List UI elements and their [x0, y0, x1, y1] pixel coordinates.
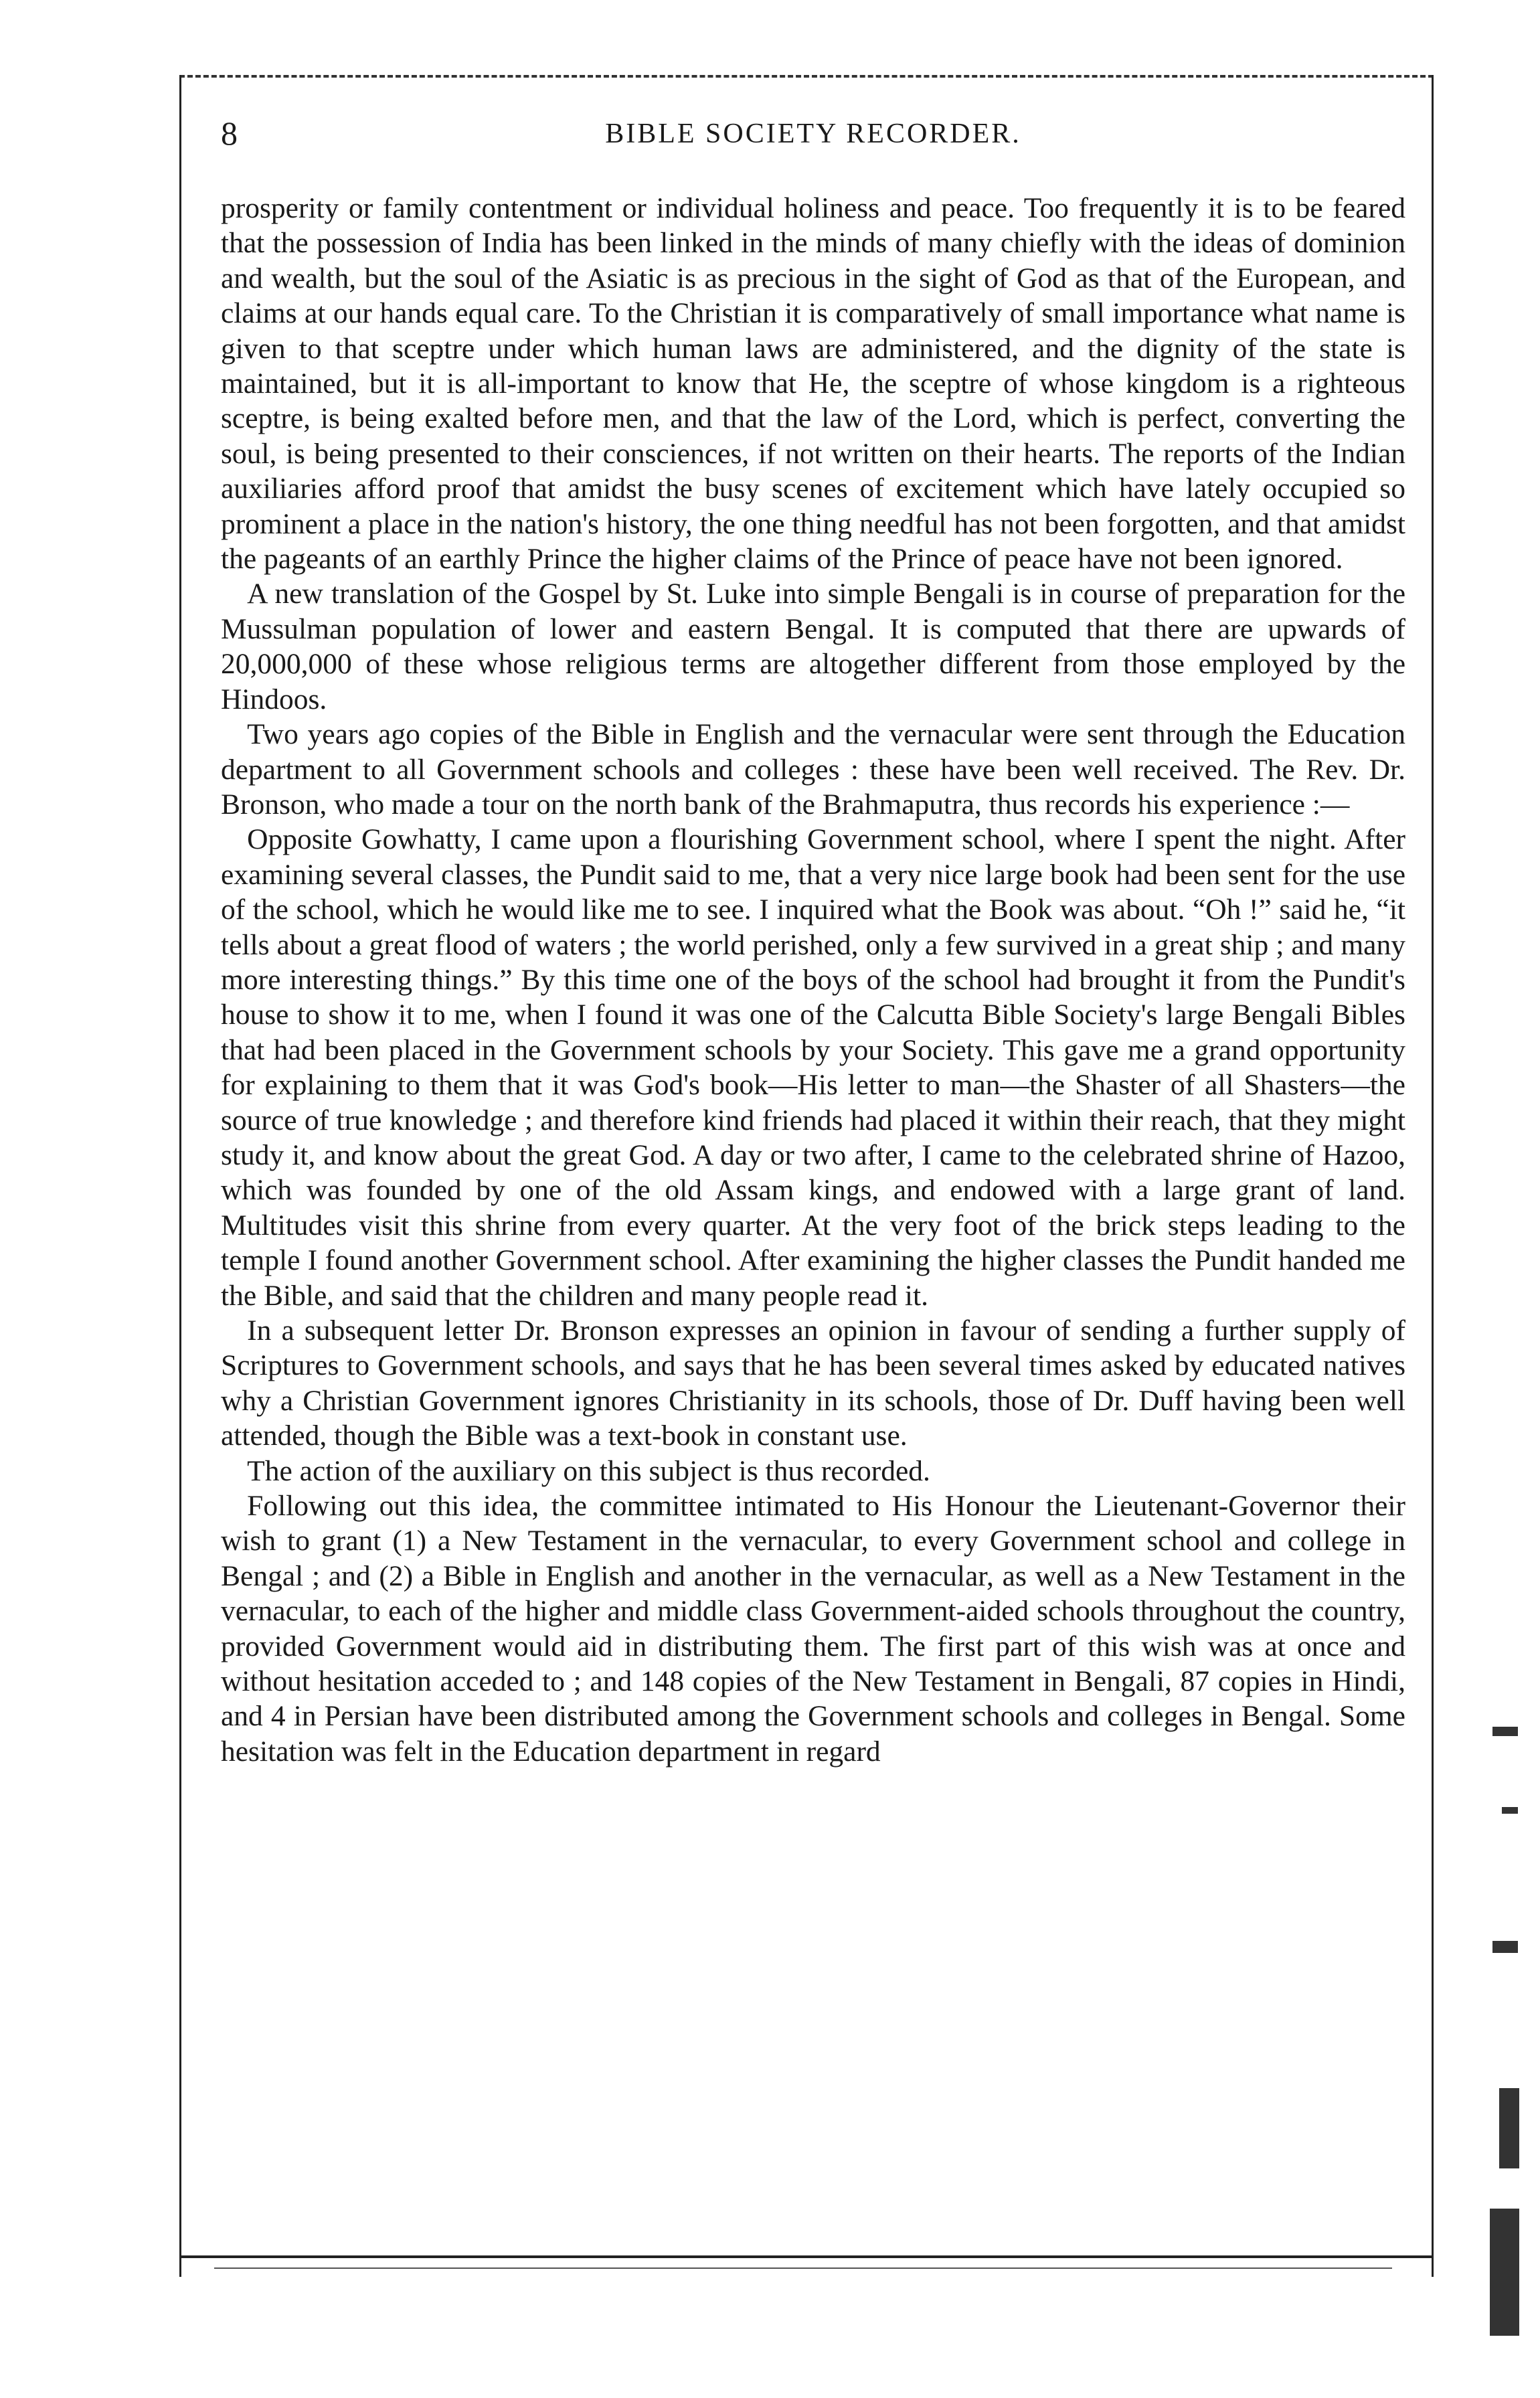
running-title: BIBLE SOCIETY RECORDER.: [605, 118, 1021, 149]
bottom-rule: [179, 2255, 1434, 2258]
page-number: 8: [221, 114, 238, 152]
paragraph-auxiliary-action: The action of the auxiliary on this subject is thus recorded.: [247, 1454, 930, 1487]
page-header: [221, 114, 1405, 167]
article-body: [221, 191, 1405, 1769]
paragraph-subsequent-letter: In a subsequent letter Dr. Bronson expresses an opinion in favour of sending a further supply of Scriptures to Government schools, and says that he has been several times asked by educated natives why a Christian Government ignores Christianity in its schools, those of Dr. Duff having been well attended, though the Bible was a text-book in constant use.: [221, 1314, 1405, 1452]
binding-edge-mark: [1499, 2088, 1519, 2168]
bottom-rule-thin: [214, 2267, 1392, 2269]
paragraph-committee-wish: Following out this idea, the committee intimated to His Honour the Lieutenant-Governor their wish to grant (1) a New Testament in the vernacular, to every Government school and college in Bengal ; and (2) a Bible in English and another in the vernacular, as well as a New Testament in the vernacular, to each of the higher and middle class Government-aided schools throughout the country, provided Government would aid in distributing them. The first part of this wish was at once and without hesitation acceded to ; and 148 copies of the New Testament in Bengali, 87 copies in Hindi, and 4 in Persian have been distributed among the Government schools and colleges in Bengal. Some hesitation was felt in the Education department in regard: [221, 1490, 1405, 1768]
paragraph-continuation: prosperity or family contentment or individual holiness and peace. Too frequently it is to be feared that the possession of India has been linked in the minds of many chiefly with the ideas of dominion and wealth, but the soul of the Asiatic is as precious in the sight of God as that of the European, and claims at our hands equal care. To the Christian it is comparatively of small importance what name is given to that sceptre under which human laws are administered, and the dignity of the state is maintained, but it is all-important to know that He, the sceptre of whose kingdom is a righteous sceptre, is being exalted before men, and that the law of the Lord, which is perfect, converting the soul, is being presented to their consciences, if not written on their hearts. The reports of the Indian auxiliaries afford proof that amidst the busy scenes of excitement which have lately occupied so prominent a place in the nation's history, the one thing needful has not been forgotten, and that amidst the pageants of an earthly Prince the higher claims of the Prince of peace have not been ignored.: [221, 192, 1405, 576]
binding-edge-mark: [1502, 1807, 1518, 1814]
paragraph-bengali-translation: A new translation of the Gospel by St. Luke into simple Bengali is in course of preparation for the Mussulman population of lower and eastern Bengal. It is computed that there are upwards of 20,000,000 of these whose religious terms are altogether different from those employed by the Hindoos.: [221, 578, 1405, 715]
paragraph-bible-copies: Two years ago copies of the Bible in English and the vernacular were sent through the Education department to all Government schools and colleges : these have been well received. The Rev. Dr. Bronson, who made a tour on the north bank of the Brahmaputra, thus records his experience :—: [221, 718, 1405, 821]
paragraph-bronson-quote: Opposite Gowhatty, I came upon a flourishing Government school, where I spent the night. After examining several classes, the Pundit said to me, that a very nice large book had been sent for the use of the school, which he would like me to see. I inquired what the Book was about. “Oh !” said he, “it tells about a great flood of waters ; the world perished, only a few survived in a great ship ; and many more interesting things.” By this time one of the boys of the school had brought it from the Pundit's house to show it to me, when I found it was one of the Calcutta Bible Society's large Bengali Bibles that had been placed in the Government schools by your Society. This gave me a grand opportunity for explaining to them that it was God's book—His letter to man—the Shaster of all Shasters—the source of true knowledge ; and therefore kind friends had placed it within their reach, that they might study it, and know about the great God. A day or two after, I came to the celebrated shrine of Hazoo, which was founded by one of the old Assam kings, and endowed with a large grant of land. Multitudes visit this shrine from every quarter. At the very foot of the brick steps leading to the temple I found another Government school. After examining the higher classes the Pundit handed me the Bible, and said that the children and many people read it.: [221, 823, 1405, 1312]
binding-edge-mark: [1490, 2209, 1519, 2336]
binding-edge-mark: [1492, 1941, 1518, 1953]
binding-edge-mark: [1492, 1727, 1518, 1736]
